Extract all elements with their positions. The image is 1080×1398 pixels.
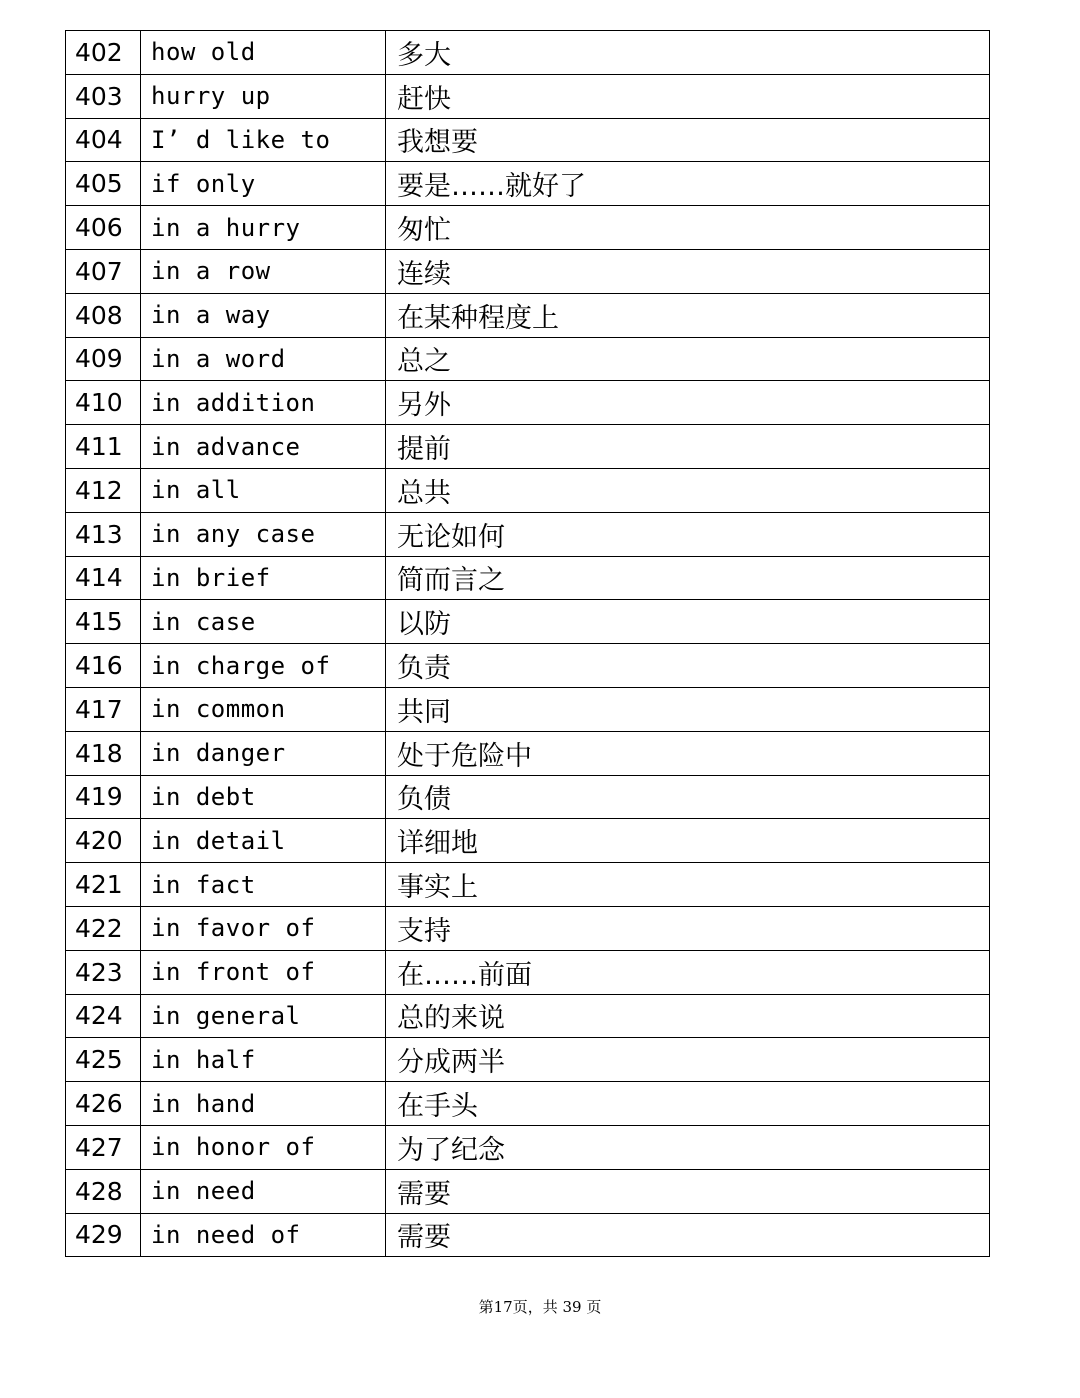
page-footer: 第17页，共 39 页 bbox=[478, 1298, 602, 1316]
table-row bbox=[66, 74, 990, 118]
chinese-meaning: 另外 bbox=[386, 381, 990, 425]
chinese-meaning: 在手头 bbox=[386, 1082, 990, 1126]
english-phrase: in advance bbox=[141, 425, 386, 469]
english-phrase: in front of bbox=[141, 950, 386, 994]
chinese-meaning: 详细地 bbox=[386, 819, 990, 863]
chinese-meaning: 总的来说 bbox=[386, 994, 990, 1038]
table-row bbox=[66, 819, 990, 863]
chinese-meaning: 处于危险中 bbox=[386, 731, 990, 775]
table-row bbox=[66, 731, 990, 775]
english-phrase: in hand bbox=[141, 1082, 386, 1126]
entry-number: 414 bbox=[66, 556, 141, 600]
english-phrase: in case bbox=[141, 600, 386, 644]
english-phrase: in honor of bbox=[141, 1125, 386, 1169]
english-phrase: how old bbox=[141, 31, 386, 75]
table-row bbox=[66, 775, 990, 819]
table-row bbox=[66, 556, 990, 600]
table-row bbox=[66, 950, 990, 994]
table-row bbox=[66, 906, 990, 950]
english-phrase: in need bbox=[141, 1169, 386, 1213]
entry-number: 404 bbox=[66, 118, 141, 162]
chinese-meaning: 赶快 bbox=[386, 74, 990, 118]
english-phrase: in half bbox=[141, 1038, 386, 1082]
english-phrase: hurry up bbox=[141, 74, 386, 118]
table-row bbox=[66, 600, 990, 644]
english-phrase: in any case bbox=[141, 512, 386, 556]
english-phrase: in general bbox=[141, 994, 386, 1038]
entry-number: 416 bbox=[66, 644, 141, 688]
table-row bbox=[66, 687, 990, 731]
table-row bbox=[66, 512, 990, 556]
english-phrase: in a way bbox=[141, 293, 386, 337]
english-phrase: in fact bbox=[141, 863, 386, 907]
vocabulary-table-body bbox=[66, 31, 990, 1257]
chinese-meaning: 事实上 bbox=[386, 863, 990, 907]
table-row bbox=[66, 1213, 990, 1257]
english-phrase: in a hurry bbox=[141, 206, 386, 250]
table-row bbox=[66, 381, 990, 425]
english-phrase: in all bbox=[141, 468, 386, 512]
entry-number: 425 bbox=[66, 1038, 141, 1082]
entry-number: 408 bbox=[66, 293, 141, 337]
entry-number: 412 bbox=[66, 468, 141, 512]
table-row bbox=[66, 1169, 990, 1213]
entry-number: 426 bbox=[66, 1082, 141, 1126]
english-phrase: in need of bbox=[141, 1213, 386, 1257]
chinese-meaning: 要是……就好了 bbox=[386, 162, 990, 206]
chinese-meaning: 简而言之 bbox=[386, 556, 990, 600]
entry-number: 415 bbox=[66, 600, 141, 644]
chinese-meaning: 支持 bbox=[386, 906, 990, 950]
english-phrase: in detail bbox=[141, 819, 386, 863]
chinese-meaning: 分成两半 bbox=[386, 1038, 990, 1082]
chinese-meaning: 总共 bbox=[386, 468, 990, 512]
entry-number: 429 bbox=[66, 1213, 141, 1257]
chinese-meaning: 连续 bbox=[386, 249, 990, 293]
entry-number: 419 bbox=[66, 775, 141, 819]
entry-number: 410 bbox=[66, 381, 141, 425]
entry-number: 402 bbox=[66, 31, 141, 75]
english-phrase: in a word bbox=[141, 337, 386, 381]
entry-number: 411 bbox=[66, 425, 141, 469]
chinese-meaning: 负责 bbox=[386, 644, 990, 688]
chinese-meaning: 需要 bbox=[386, 1213, 990, 1257]
entry-number: 417 bbox=[66, 687, 141, 731]
english-phrase: I’ d like to bbox=[141, 118, 386, 162]
chinese-meaning: 多大 bbox=[386, 31, 990, 75]
table-row bbox=[66, 425, 990, 469]
table-row bbox=[66, 337, 990, 381]
entry-number: 406 bbox=[66, 206, 141, 250]
table-row bbox=[66, 1125, 990, 1169]
entry-number: 403 bbox=[66, 74, 141, 118]
english-phrase: in brief bbox=[141, 556, 386, 600]
table-row bbox=[66, 293, 990, 337]
entry-number: 413 bbox=[66, 512, 141, 556]
english-phrase: if only bbox=[141, 162, 386, 206]
table-row bbox=[66, 1038, 990, 1082]
entry-number: 405 bbox=[66, 162, 141, 206]
entry-number: 422 bbox=[66, 906, 141, 950]
chinese-meaning: 我想要 bbox=[386, 118, 990, 162]
chinese-meaning: 在某种程度上 bbox=[386, 293, 990, 337]
chinese-meaning: 总之 bbox=[386, 337, 990, 381]
entry-number: 407 bbox=[66, 249, 141, 293]
table-row bbox=[66, 206, 990, 250]
english-phrase: in debt bbox=[141, 775, 386, 819]
table-row bbox=[66, 162, 990, 206]
chinese-meaning: 以防 bbox=[386, 600, 990, 644]
english-phrase: in favor of bbox=[141, 906, 386, 950]
vocabulary-table bbox=[65, 30, 990, 1257]
chinese-meaning: 匆忙 bbox=[386, 206, 990, 250]
table-row bbox=[66, 118, 990, 162]
entry-number: 428 bbox=[66, 1169, 141, 1213]
table-row bbox=[66, 863, 990, 907]
entry-number: 424 bbox=[66, 994, 141, 1038]
english-phrase: in a row bbox=[141, 249, 386, 293]
table-row bbox=[66, 1082, 990, 1126]
entry-number: 423 bbox=[66, 950, 141, 994]
chinese-meaning: 需要 bbox=[386, 1169, 990, 1213]
table-row bbox=[66, 31, 990, 75]
entry-number: 418 bbox=[66, 731, 141, 775]
entry-number: 421 bbox=[66, 863, 141, 907]
entry-number: 427 bbox=[66, 1125, 141, 1169]
chinese-meaning: 共同 bbox=[386, 687, 990, 731]
table-row bbox=[66, 644, 990, 688]
english-phrase: in danger bbox=[141, 731, 386, 775]
english-phrase: in charge of bbox=[141, 644, 386, 688]
english-phrase: in addition bbox=[141, 381, 386, 425]
entry-number: 420 bbox=[66, 819, 141, 863]
chinese-meaning: 无论如何 bbox=[386, 512, 990, 556]
table-row bbox=[66, 468, 990, 512]
table-row bbox=[66, 994, 990, 1038]
table-row bbox=[66, 249, 990, 293]
entry-number: 409 bbox=[66, 337, 141, 381]
english-phrase: in common bbox=[141, 687, 386, 731]
chinese-meaning: 负债 bbox=[386, 775, 990, 819]
chinese-meaning: 为了纪念 bbox=[386, 1125, 990, 1169]
chinese-meaning: 在……前面 bbox=[386, 950, 990, 994]
chinese-meaning: 提前 bbox=[386, 425, 990, 469]
